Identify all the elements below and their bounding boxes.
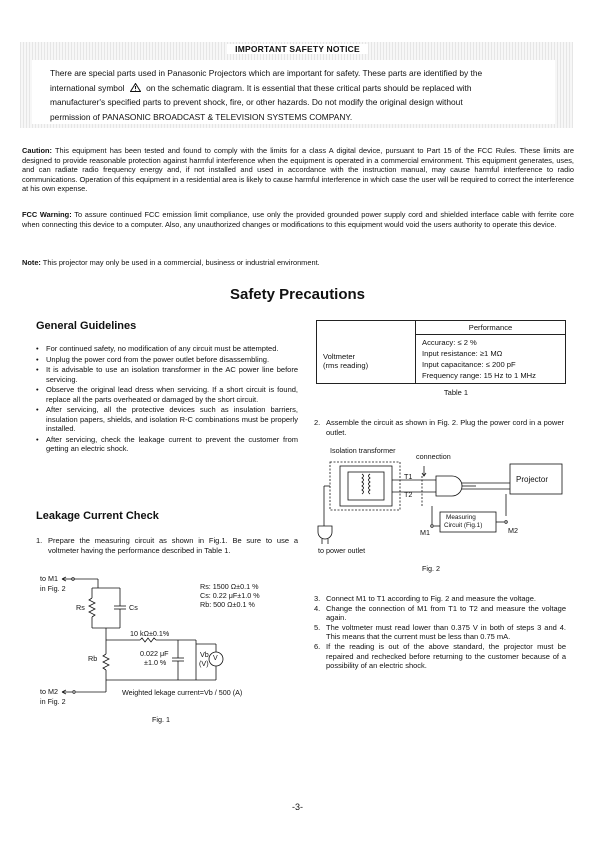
list-item: • Unplug the power cord from the power outlet before disassembling. xyxy=(36,355,298,365)
table-cell-specs: Accuracy: ≤ 2 % Input resistance: ≥1 MΩ Input capacitance: ≤ 200 pF Frequency range: 15 Hz to 1 MHz xyxy=(416,335,566,384)
safety-notice-text: There are special parts used in Panasonic Projectors which are important for safety. These parts are identified by the international symbol on the schematic diagram. It is essential that these critical parts should be replaced with manufacturer's specified parts to prevent shock, fire, or other hazards. Do not modify the original design without permission of PANASONIC BROADCAST & TELEVISION SYSTEMS COMPANY. xyxy=(50,68,483,122)
leakage-check-title: Leakage Current Check xyxy=(36,510,159,522)
caution-paragraph: Caution: This equipment has been tested and found to comply with the limits for a class A digital device, pursuant to Part 15 of the FCC Rules. These limits are designed to provide reasonable protection against harmful interference when the equipment is operated in a commercial environment. This equipment generates, uses, and can radiate radio frequency energy and, if not installed and used in accordance with the instruction manual, may cause harmful interference to radio communications. Operation of this equipment in a residential area is likely to cause harmful interference in which case the user will be required to correct the interference at his own expense. xyxy=(22,146,574,194)
table-cell xyxy=(317,321,416,335)
fig2-outlet-label: to power outlet xyxy=(318,546,366,555)
fig1-caption: Fig. 1 xyxy=(152,715,170,724)
fig2-measuring-circuit-label: Circuit (Fig.1) xyxy=(444,522,483,529)
fig1-in-fig2-label: in Fig. 2 xyxy=(40,584,66,593)
leakage-step-1 xyxy=(36,536,298,555)
fig1-spec-cs: Cs: 0.22 μF±1.0 % xyxy=(200,591,260,600)
fig2-test-setup xyxy=(316,446,568,576)
fig2-m1-label: M1 xyxy=(420,528,430,537)
fig2-t1-label: T1 xyxy=(404,472,413,481)
list-item: • Observe the original lead dress when servicing. If a short circuit is found, replace all the parts overheated or damaged by the short circuit. xyxy=(36,385,298,404)
fig1-to-m2-label: to M2 xyxy=(40,687,58,696)
table-header-performance: Performance xyxy=(416,321,566,335)
fig2-connection-label: connection xyxy=(416,452,451,461)
fig1-in-fig2-label-2: in Fig. 2 xyxy=(40,697,66,706)
voltmeter-icon: V xyxy=(213,655,218,662)
fig2-caption: Fig. 2 xyxy=(422,564,440,573)
fig1-cs-label: Cs xyxy=(129,603,138,612)
safety-notice-title: IMPORTANT SAFETY NOTICE xyxy=(0,44,595,54)
page-title: Safety Precautions xyxy=(229,286,366,303)
fig2-isolation-label: Isolation transformer xyxy=(330,446,396,455)
fig1-spec-rs: Rs: 1500 Ω±0.1 % xyxy=(200,582,259,591)
fig1-rs-label: Rs xyxy=(76,603,85,612)
fig1-cap-tolerance: ±1.0 % xyxy=(144,658,167,667)
general-guidelines-list xyxy=(36,344,298,455)
fig1-to-m1-label: to M1 xyxy=(40,574,58,583)
list-item: 3. Connect M1 to T1 according to Fig. 2 and measure the voltage. xyxy=(314,594,536,603)
fig2-projector-label: Projector xyxy=(516,475,549,484)
fig1-10k-resistor-label: 10 kΩ±0.1% xyxy=(130,629,170,638)
fig1-vb-label: Vb xyxy=(200,650,209,659)
fig1-spec-rb: Rb: 500 Ω±0.1 % xyxy=(200,600,255,609)
fig1-v-unit-label: (V) xyxy=(199,659,209,668)
fig1-weighted-current-formula: Weighted lekage current=Vb / 500 (A) xyxy=(122,688,243,697)
list-item: • After servicing, all the protective devices such as insulation barriers, insulation papers, shields, and isolation R-C combinations must be properly installed. xyxy=(36,405,298,434)
fig2-measuring-label: Measuring xyxy=(446,514,476,521)
table1-voltmeter-performance xyxy=(316,320,566,397)
fig1-cap-value: 0.022 μF xyxy=(140,649,169,658)
table-cell-voltmeter: Voltmeter (rms reading) xyxy=(317,335,416,384)
fig1-rb-label: Rb xyxy=(88,654,98,663)
list-item: 4. Change the connection of M1 from T1 to T2 and measure the voltage again. xyxy=(314,603,566,623)
fig1-schematic xyxy=(40,570,300,720)
list-item: 6. If the reading is out of the above standard, the projector must be repaired and rechecked before returning to the customer because of a possibility of an electric shock. xyxy=(314,641,566,671)
list-item: • It is advisable to use an isolation transformer in the AC power line before servicing. xyxy=(36,365,298,384)
fig2-t2-label: T2 xyxy=(404,490,413,499)
list-item: 2. Assemble the circuit as shown in Fig. 2. Plug the power cord in a power outlet. xyxy=(314,418,564,437)
list-item: • For continued safety, no modification of any circuit must be attempted. xyxy=(36,344,298,354)
warning-triangle-icon xyxy=(130,83,141,92)
fcc-warning-paragraph: FCC Warning: To assure continued FCC emission limit compliance, use only the provided grounded power supply cord and shielded interface cable with ferrite core when connecting this device to a computer. Also, any unauthorized changes or modifications to this equipment would void the users authority to operate this device. xyxy=(22,210,574,229)
note-paragraph: Note: This projector may only be used in a commercial, business or industrial environment. xyxy=(22,258,320,267)
list-item: 1. Prepare the measuring circuit as shown in Fig.1. Be sure to use a voltmeter having the performance described in Table 1. xyxy=(36,536,298,555)
page-number: -3- xyxy=(292,802,303,812)
fig2-m2-label: M2 xyxy=(508,526,518,535)
general-guidelines-title: General Guidelines xyxy=(36,320,137,332)
leakage-step-2 xyxy=(314,418,564,437)
leakage-steps-3-6 xyxy=(314,594,566,671)
table1-caption: Table 1 xyxy=(443,388,469,397)
fig1-measuring-circuit xyxy=(40,570,300,740)
list-item: 5. The voltmeter must read lower than 0.375 V in both of steps 3 and 4. This means that the current must be less than 0.75 mA. xyxy=(314,622,566,642)
fig2-schematic xyxy=(316,446,568,556)
list-item: • After servicing, check the leakage current to prevent the customer from getting an electric shock. xyxy=(36,435,298,454)
